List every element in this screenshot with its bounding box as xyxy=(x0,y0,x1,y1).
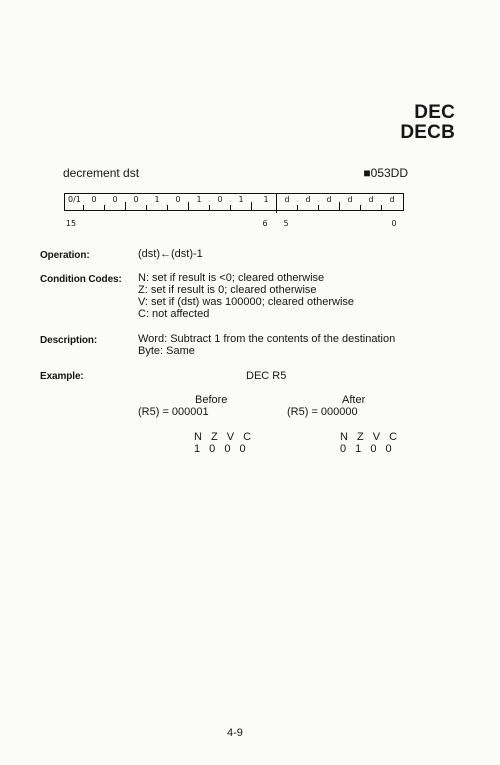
opcode-label: ■053DD xyxy=(363,166,408,180)
bit-4: d xyxy=(305,195,311,204)
bit-tick xyxy=(167,205,168,210)
bit-tick xyxy=(83,205,84,210)
bit-tick xyxy=(146,205,147,210)
bit-tick xyxy=(318,205,319,210)
bit-6: 1 xyxy=(263,195,269,204)
before-flags-header: N Z V C xyxy=(194,431,255,443)
mnemonic-byte-title: DECB xyxy=(400,122,455,143)
condition-code-c: C: not affected xyxy=(138,308,210,320)
bit-8: 0 xyxy=(217,195,223,204)
condition-code-n: N: set if result is <0; cleared otherwise xyxy=(138,272,325,284)
after-flags-header: N Z V C xyxy=(340,431,401,443)
before-label: Before xyxy=(195,394,228,406)
example-label: Example: xyxy=(40,371,84,382)
page-number: 4-9 xyxy=(227,727,243,739)
bit-tick xyxy=(339,202,340,210)
bit-11: 1 xyxy=(154,195,160,204)
bit-2: d xyxy=(347,195,353,204)
condition-code-z: Z: set if result is 0; cleared otherwise xyxy=(138,284,317,296)
bit-tick xyxy=(381,205,382,210)
bit-index-15: 15 xyxy=(65,219,77,228)
bit-tick xyxy=(251,202,252,210)
bit-12: 0 xyxy=(133,195,139,204)
example-instruction: DEC R5 xyxy=(246,370,287,382)
before-register-value: (R5) = 000001 xyxy=(138,406,209,418)
bit-index-5: 5 xyxy=(283,219,289,228)
bit-1: d xyxy=(368,195,374,204)
bit-5: d xyxy=(284,195,290,204)
condition-codes-label: Condition Codes: xyxy=(40,274,122,285)
instruction-description: decrement dst xyxy=(63,166,140,180)
bit-9: 1 xyxy=(196,195,202,204)
bit-tick xyxy=(297,205,298,210)
bit-tick xyxy=(230,205,231,210)
after-label: After xyxy=(342,394,366,406)
bit-7: 1 xyxy=(238,195,244,204)
bit-13: 0 xyxy=(112,195,118,204)
after-flags-values: 0 1 0 0 xyxy=(340,443,395,455)
bit-tick xyxy=(209,205,210,210)
condition-code-v: V: set if (dst) was 100000; cleared otherwise xyxy=(138,296,355,308)
bit-index-0: 0 xyxy=(391,219,397,228)
before-flags-values: 1 0 0 0 xyxy=(194,443,249,455)
operation-text: (dst)←(dst)-1 xyxy=(138,248,203,260)
bit-tick xyxy=(188,202,189,210)
mnemonic-word-title: DEC xyxy=(414,102,455,123)
bit-15: 0/1 xyxy=(68,195,81,204)
bit-10: 0 xyxy=(175,195,181,204)
bit-index-6: 6 xyxy=(262,219,268,228)
bit-field-diagram xyxy=(64,193,404,211)
bit-3: d xyxy=(326,195,332,204)
bit-tick xyxy=(125,202,126,210)
description-byte: Byte: Same xyxy=(138,345,195,357)
bit-0: d xyxy=(389,195,395,204)
operation-label: Operation: xyxy=(40,250,90,261)
description-word: Word: Subtract 1 from the contents of the destination xyxy=(138,333,396,345)
bit-tick xyxy=(360,205,361,210)
after-register-value: (R5) = 000000 xyxy=(287,406,358,418)
bit-tick xyxy=(104,205,105,210)
description-label: Description: xyxy=(40,335,98,346)
field-divider xyxy=(276,193,277,213)
bit-14: 0 xyxy=(91,195,97,204)
